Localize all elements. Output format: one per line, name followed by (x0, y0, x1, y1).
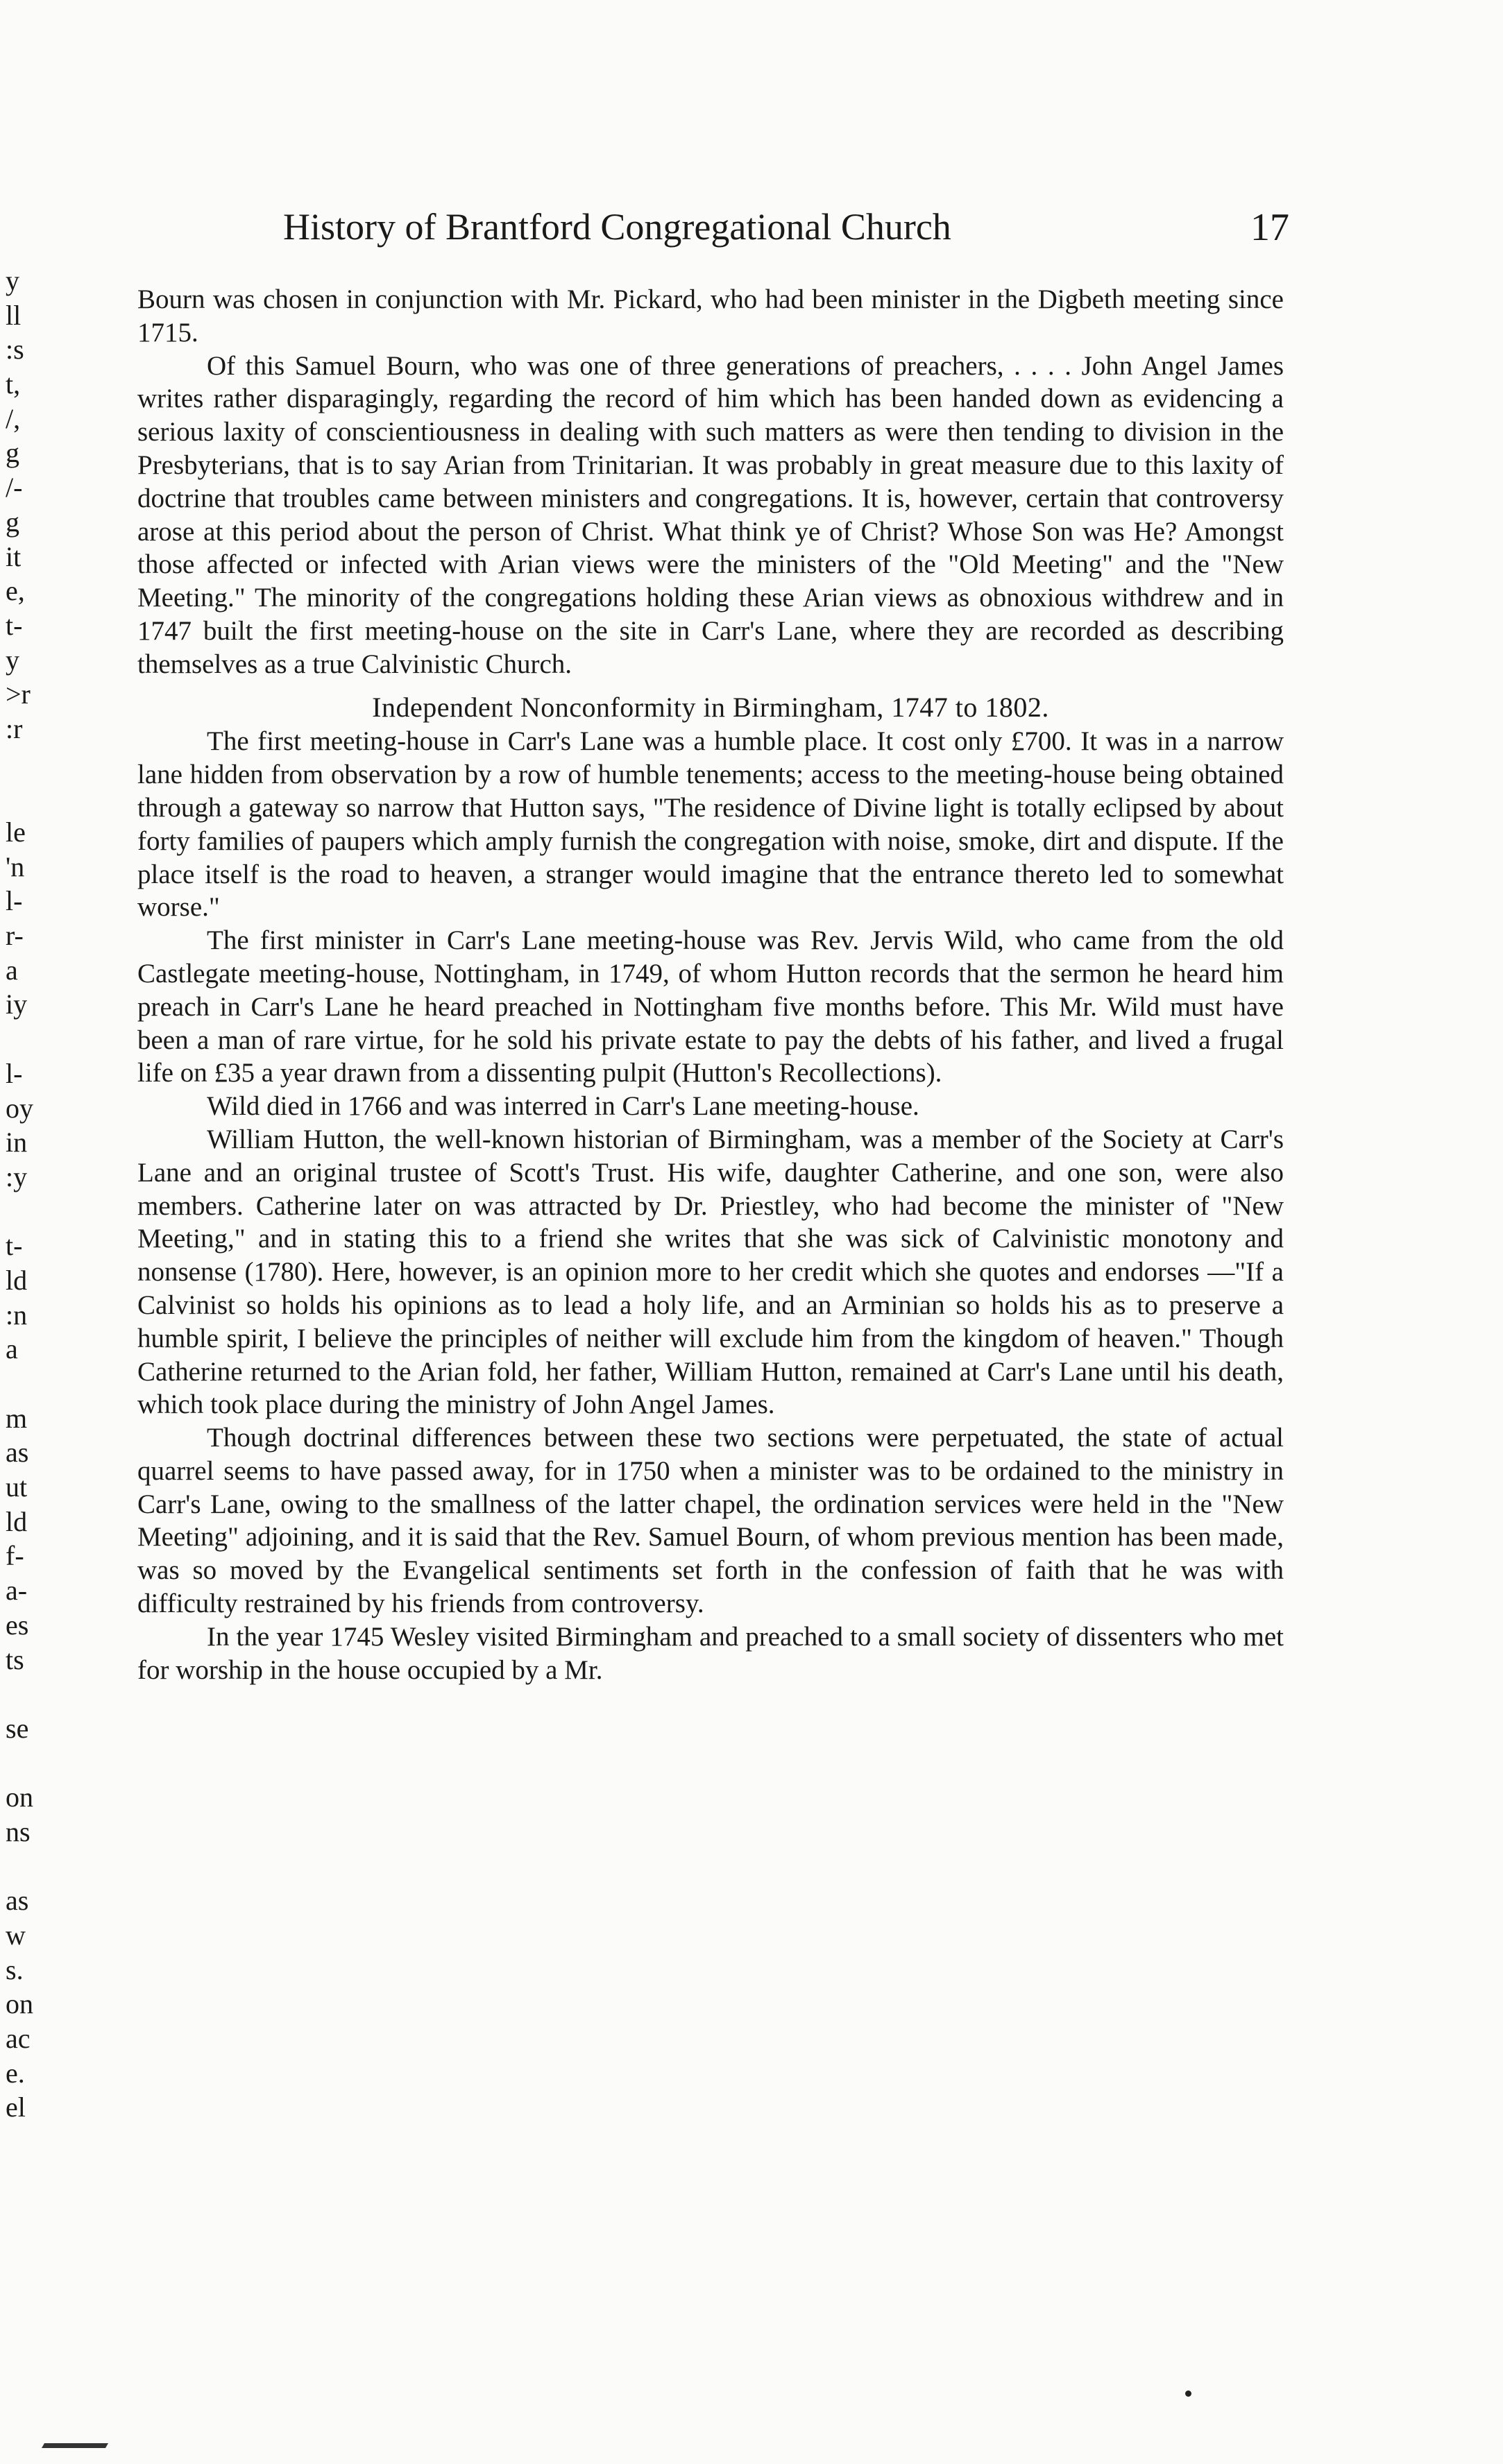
margin-fragment: :r (6, 715, 23, 744)
margin-fragment (6, 784, 54, 819)
margin-fragment (6, 1680, 54, 1715)
margin-fragment: es (6, 1611, 29, 1641)
paragraph: The first minister in Carr's Lane meeting-house was Rev. Jervis Wild, who came from the old Castlegate meeting-house, Nottingham, in 1749, of whom Hutton records that the sermon he heard him preach in Carr's Lane he heard preached in Nottingham five months before. This Mr. Wild must have been a man of rare virtue, for he sold his private estate to pay the debts of his father, and lived a frugal life on £35 a year drawn from a dissenting pulpit (Hutton's Recollections). (137, 925, 1284, 1088)
margin-fragment: g (6, 508, 19, 538)
section-heading: Independent Nonconformity in Birmingham, 1747 to 1802. (372, 691, 1049, 723)
margin-fragment: e. (6, 2059, 25, 2089)
margin-fragment: ts (6, 1645, 24, 1675)
margin-fragment: ld (6, 1266, 28, 1296)
margin-fragment: l- (6, 887, 23, 917)
paragraph: Of this Samuel Bourn, who was one of three generations of preachers, . . . . John Angel James writes rather disparagingly, regarding the record of him which has been handed down as evidencing a serious laxity of conscientiousness in dealing with such matters as were then tending to division in the Presbyterians, that is to say Arian from Trinitarian. It was probably in great measure due to this laxity of doctrine that troubles came between ministers and congregations. It is, however, certain that controversy arose at this period about the person of Christ. What think ye of Christ? Whose Son was He? Amongst those affected or infected with Arian views were the ministers of the "Old Meeting" and the "New Meeting." The minority of the congregations holding these Arian views as obnoxious withdrew and in 1747 built the first meeting-house on the site in Carr's Lane, where they are recorded as describing themselves as a true Calvinistic Church. (137, 350, 1284, 679)
margin-fragment: t- (6, 611, 23, 641)
margin-fragment: /- (6, 474, 23, 504)
margin-fragment: as (6, 1887, 29, 1917)
margin-fragment: iy (6, 991, 28, 1020)
body-text (137, 283, 1284, 1686)
margin-fragment: oy (6, 1094, 33, 1124)
facing-page-margin (6, 267, 54, 2128)
paragraph: Wild died in 1766 and was interred in Carr's Lane meeting-house. (207, 1091, 919, 1122)
margin-fragment: s. (6, 1956, 24, 1985)
page-number: 17 (1250, 206, 1289, 249)
margin-fragment: a (6, 956, 18, 986)
margin-fragment: w (6, 1922, 26, 1951)
margin-fragment: t, (6, 370, 21, 400)
ink-dot (1185, 2390, 1191, 2397)
paragraph: The first meeting-house in Carr's Lane was a humble place. It cost only £700. It was in a narrow lane hidden from observation by a row of humble tenements; access to the meeting-house being obtained through a gateway so narrow that Hutton says, "The residence of Divine light is totally eclipsed by about forty families of paupers which amply furnish the congregation with noise, smoke, dirt and dispute. If the place itself is the road to heaven, a stranger would imagine that the entrance thereto led to somewhat worse." (137, 726, 1284, 923)
margin-fragment: ut (6, 1473, 28, 1503)
margin-fragment (6, 1370, 54, 1405)
margin-fragment (6, 1853, 54, 1888)
margin-fragment: as (6, 1439, 29, 1469)
margin-fragment: el (6, 2094, 26, 2123)
paragraph: In the year 1745 Wesley visited Birmingham and preached to a small society of dissenters who met for worship in the house occupied by a Mr. (137, 1621, 1284, 1685)
paragraph: Bourn was chosen in conjunction with Mr. Pickard, who had been minister in the Digbeth meeting since 1715. (137, 284, 1284, 348)
margin-fragment: :y (6, 1163, 28, 1192)
margin-fragment: l- (6, 1059, 23, 1089)
margin-fragment: le (6, 819, 26, 848)
margin-fragment: m (6, 1404, 28, 1434)
margin-fragment: in (6, 1129, 28, 1158)
margin-fragment: ac (6, 2025, 31, 2055)
margin-fragment: on (6, 1990, 33, 2020)
margin-fragment (6, 1749, 54, 1784)
margin-fragment (6, 750, 54, 785)
margin-fragment: :n (6, 1301, 28, 1331)
margin-fragment: 'n (6, 853, 25, 882)
edge-mark (42, 2443, 108, 2448)
paragraph: William Hutton, the well-known historian of Birmingham, was a member of the Society at Carr's Lane and an original trustee of Scott's Trust. His wife, daughter Catherine, and one son, were also members. Catherine later on was attracted by Dr. Priestley, who had become the minister of "New Meeting," and in stating this to a friend she writes that she was sick of Calvinistic monotony and nonsense (1780). Here, however, is an opinion more to her credit which she quotes and endorses —"If a Calvinist so holds his opinions as to lead a holy life, and an Arminian so holds his as to preserve a humble spirit, I believe the principles of neither will exclude him from the kingdom of heaven." Though Catherine returned to the Arian fold, her father, William Hutton, remained at Carr's Lane until his death, which took place during the ministry of John Angel James. (137, 1124, 1284, 1420)
page-header (283, 205, 1289, 261)
paragraph: Though doctrinal differences between these two sections were perpetuated, the state of actual quarrel seems to have passed away, for in 1750 when a minister was to be ordained to the ministry in Carr's Lane, owing to the smallness of the latter chapel, the ordination services were held in the "New Meeting" adjoining, and it is said that the Rev. Samuel Bourn, of whom previous mention has been made, was so moved by the Evangelical sentiments set forth in the confession of faith that he was with difficulty restrained by his friends from controversy. (137, 1423, 1284, 1619)
margin-fragment (6, 1198, 54, 1233)
margin-fragment: :s (6, 336, 24, 366)
margin-fragment: a (6, 1335, 18, 1365)
margin-fragment: f- (6, 1542, 24, 1572)
margin-fragment: y (6, 267, 19, 296)
margin-fragment: se (6, 1714, 29, 1744)
margin-fragment: ns (6, 1817, 31, 1847)
margin-fragment (6, 1025, 54, 1060)
margin-fragment: it (6, 542, 22, 572)
margin-fragment: /, (6, 404, 21, 434)
margin-fragment: a- (6, 1577, 28, 1607)
margin-fragment: ll (6, 301, 22, 331)
margin-fragment: on (6, 1783, 33, 1813)
margin-fragment: t- (6, 1232, 23, 1262)
margin-fragment: e, (6, 577, 25, 607)
margin-fragment: y (6, 646, 19, 676)
margin-fragment: ld (6, 1507, 28, 1537)
margin-fragment: g (6, 439, 19, 469)
running-title: History of Brantford Congregational Church (283, 206, 951, 248)
margin-fragment: r- (6, 922, 24, 952)
margin-fragment: >r (6, 681, 31, 710)
